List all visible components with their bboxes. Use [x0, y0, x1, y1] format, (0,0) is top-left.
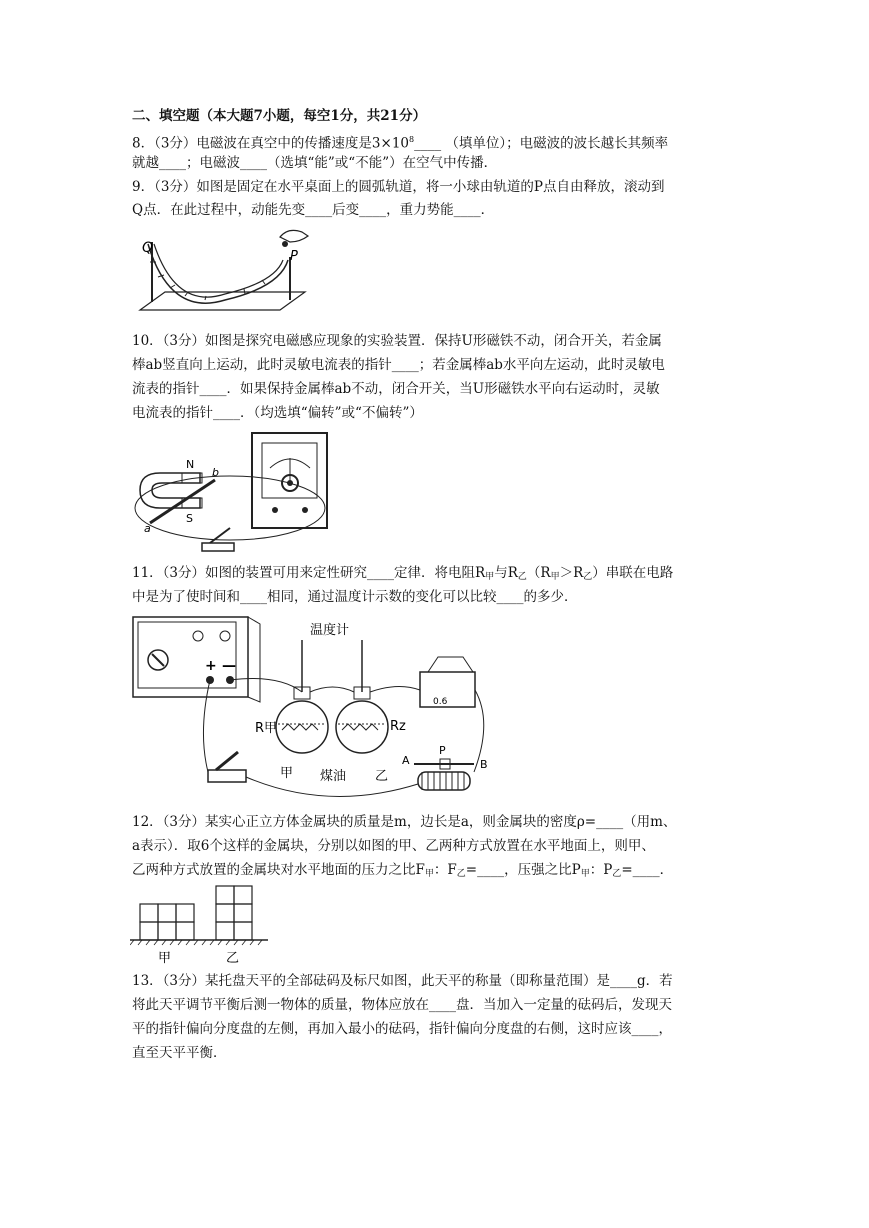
- q11-text-b: 与R: [494, 565, 518, 581]
- label-a: A: [402, 754, 410, 767]
- q13-line-2: 将此天平调节平衡后测一物体的质量，物体应放在____盘．当加入一定量的砝码后，发现天: [132, 997, 672, 1013]
- q10-line-4: 电流表的指针____．（均选填“偏转”或“不偏转”）: [132, 405, 423, 421]
- q11-sub-jia-2: 甲: [550, 572, 560, 582]
- q11-text-d: ＞R: [559, 565, 584, 581]
- q12-text-b: ：F: [433, 862, 457, 878]
- q12-sub-yi-2: 乙: [612, 869, 622, 879]
- q8-exponent: 8: [409, 135, 415, 144]
- switch: [208, 752, 246, 782]
- hand-icon: [280, 230, 308, 242]
- switch: [202, 543, 234, 551]
- q12-line-3: [132, 860, 673, 884]
- label-s: S: [186, 512, 193, 525]
- ball-icon: [282, 241, 288, 247]
- q11-text-c: （R: [526, 565, 551, 581]
- q12-text-e: =____．: [621, 862, 674, 878]
- rheostat: [414, 759, 474, 790]
- blocks-yi: [216, 886, 252, 940]
- label-p: P: [439, 744, 446, 757]
- label-b: b: [212, 466, 219, 479]
- q11-sub-yi-2: 乙: [583, 572, 593, 582]
- q8-text-tail: ____ （填单位）；电磁波的波长越长其频率: [414, 135, 669, 152]
- label-b: B: [480, 758, 488, 771]
- label-r-yi: Rz: [390, 719, 406, 734]
- q12-sub-jia-2: 甲: [580, 869, 590, 879]
- q10-line-2: 棒ab竖直向上运动，此时灵敏电流表的指针____；若金属棒ab水平向左运动，此时灵敏电: [132, 357, 665, 373]
- q13-line-3: 平的指针偏向分度盘的左侧，再加入最小的砝码，指针偏向分度盘的右侧，这时应该____，: [132, 1021, 672, 1037]
- flask-jia: [276, 640, 328, 753]
- q8-line-1: [132, 130, 668, 154]
- blocks-figure: [130, 882, 270, 967]
- q11-line-2: 中是为了使时间和____相同，通过温度计示数的变化可以比较____的多少．: [132, 589, 578, 605]
- q12-line-1: 12．（3分）某实心正立方体金属块的质量是m，边长是a，则金属块的密度ρ=____（用m、: [132, 814, 677, 830]
- q11-text-a: 11．（3分）如图的装置可用来定性研究____定律．将电阻R: [132, 565, 486, 581]
- label-yi: 乙: [226, 951, 240, 966]
- q10-line-1: 10．（3分）如图是探究电磁感应现象的实验装置．保持U形磁铁不动，闭合开关，若金属: [132, 333, 662, 349]
- label-p: P: [290, 249, 298, 264]
- q12-sub-jia: 甲: [424, 869, 434, 879]
- q13-line-1: 13．（3分）某托盘天平的全部砝码及标尺如图，此天平的称量（即称量范围）是____g．若: [132, 973, 673, 989]
- label-jia: 甲: [158, 951, 172, 966]
- joule-apparatus-figure: [128, 612, 503, 812]
- label-jia: 甲: [280, 766, 294, 781]
- q12-line-2: a表示）．取6个这样的金属块，分别以如图的甲、乙两种方式放置在水平地面上，则甲、: [132, 838, 655, 854]
- q10-line-3: 流表的指针____．如果保持金属棒ab不动，闭合开关，当U形磁铁水平向右运动时，灵敏: [132, 381, 660, 397]
- label-r-jia: R甲: [255, 721, 278, 736]
- ammeter-label: 0.6: [433, 697, 448, 707]
- label-a: a: [144, 522, 151, 535]
- plus-sign: +: [205, 658, 217, 674]
- q12-sub-yi: 乙: [456, 869, 466, 879]
- q13-line-4: 直至天平平衡．: [132, 1045, 227, 1061]
- arc-track-figure: [130, 222, 310, 322]
- label-oil: 煤油: [320, 769, 347, 784]
- q11-sub-yi: 乙: [517, 572, 527, 582]
- blocks-jia: [140, 904, 194, 940]
- q12-text-c: =____，压强之比P: [465, 862, 581, 878]
- q9-line-2: Q点．在此过程中，动能先变____后变____，重力势能____．: [132, 202, 495, 218]
- q8-text: 8．（3分）电磁波在真空中的传播速度是3×10: [132, 135, 410, 152]
- q12-text-d: ：P: [589, 862, 613, 878]
- label-q: Q: [142, 240, 154, 256]
- q8-line-2: 就越____；电磁波____（选填“能”或“不能”）在空气中传播．: [132, 155, 498, 171]
- flask-yi: [336, 640, 388, 753]
- label-n: N: [186, 458, 195, 471]
- q12-text-a: 乙两种方式放置的金属块对水平地面的压力之比F: [132, 862, 425, 878]
- q9-line-1: 9．（3分）如图是固定在水平桌面上的圆弧轨道，将一小球由轨道的P点自由释放，滚动到: [132, 179, 665, 195]
- minus-sign: —: [222, 658, 236, 674]
- power-supply: [133, 617, 248, 697]
- q11-text-e: ）串联在电路: [592, 565, 674, 581]
- q11-sub-jia: 甲: [485, 572, 495, 582]
- ammeter: [420, 672, 475, 707]
- q11-line-1: [132, 563, 673, 587]
- label-yi: 乙: [375, 769, 389, 784]
- thermometer-label: 温度计: [310, 623, 350, 638]
- section-heading: 二、填空题（本大题7小题，每空1分，共21分）: [132, 108, 427, 124]
- induction-figure: [130, 428, 335, 558]
